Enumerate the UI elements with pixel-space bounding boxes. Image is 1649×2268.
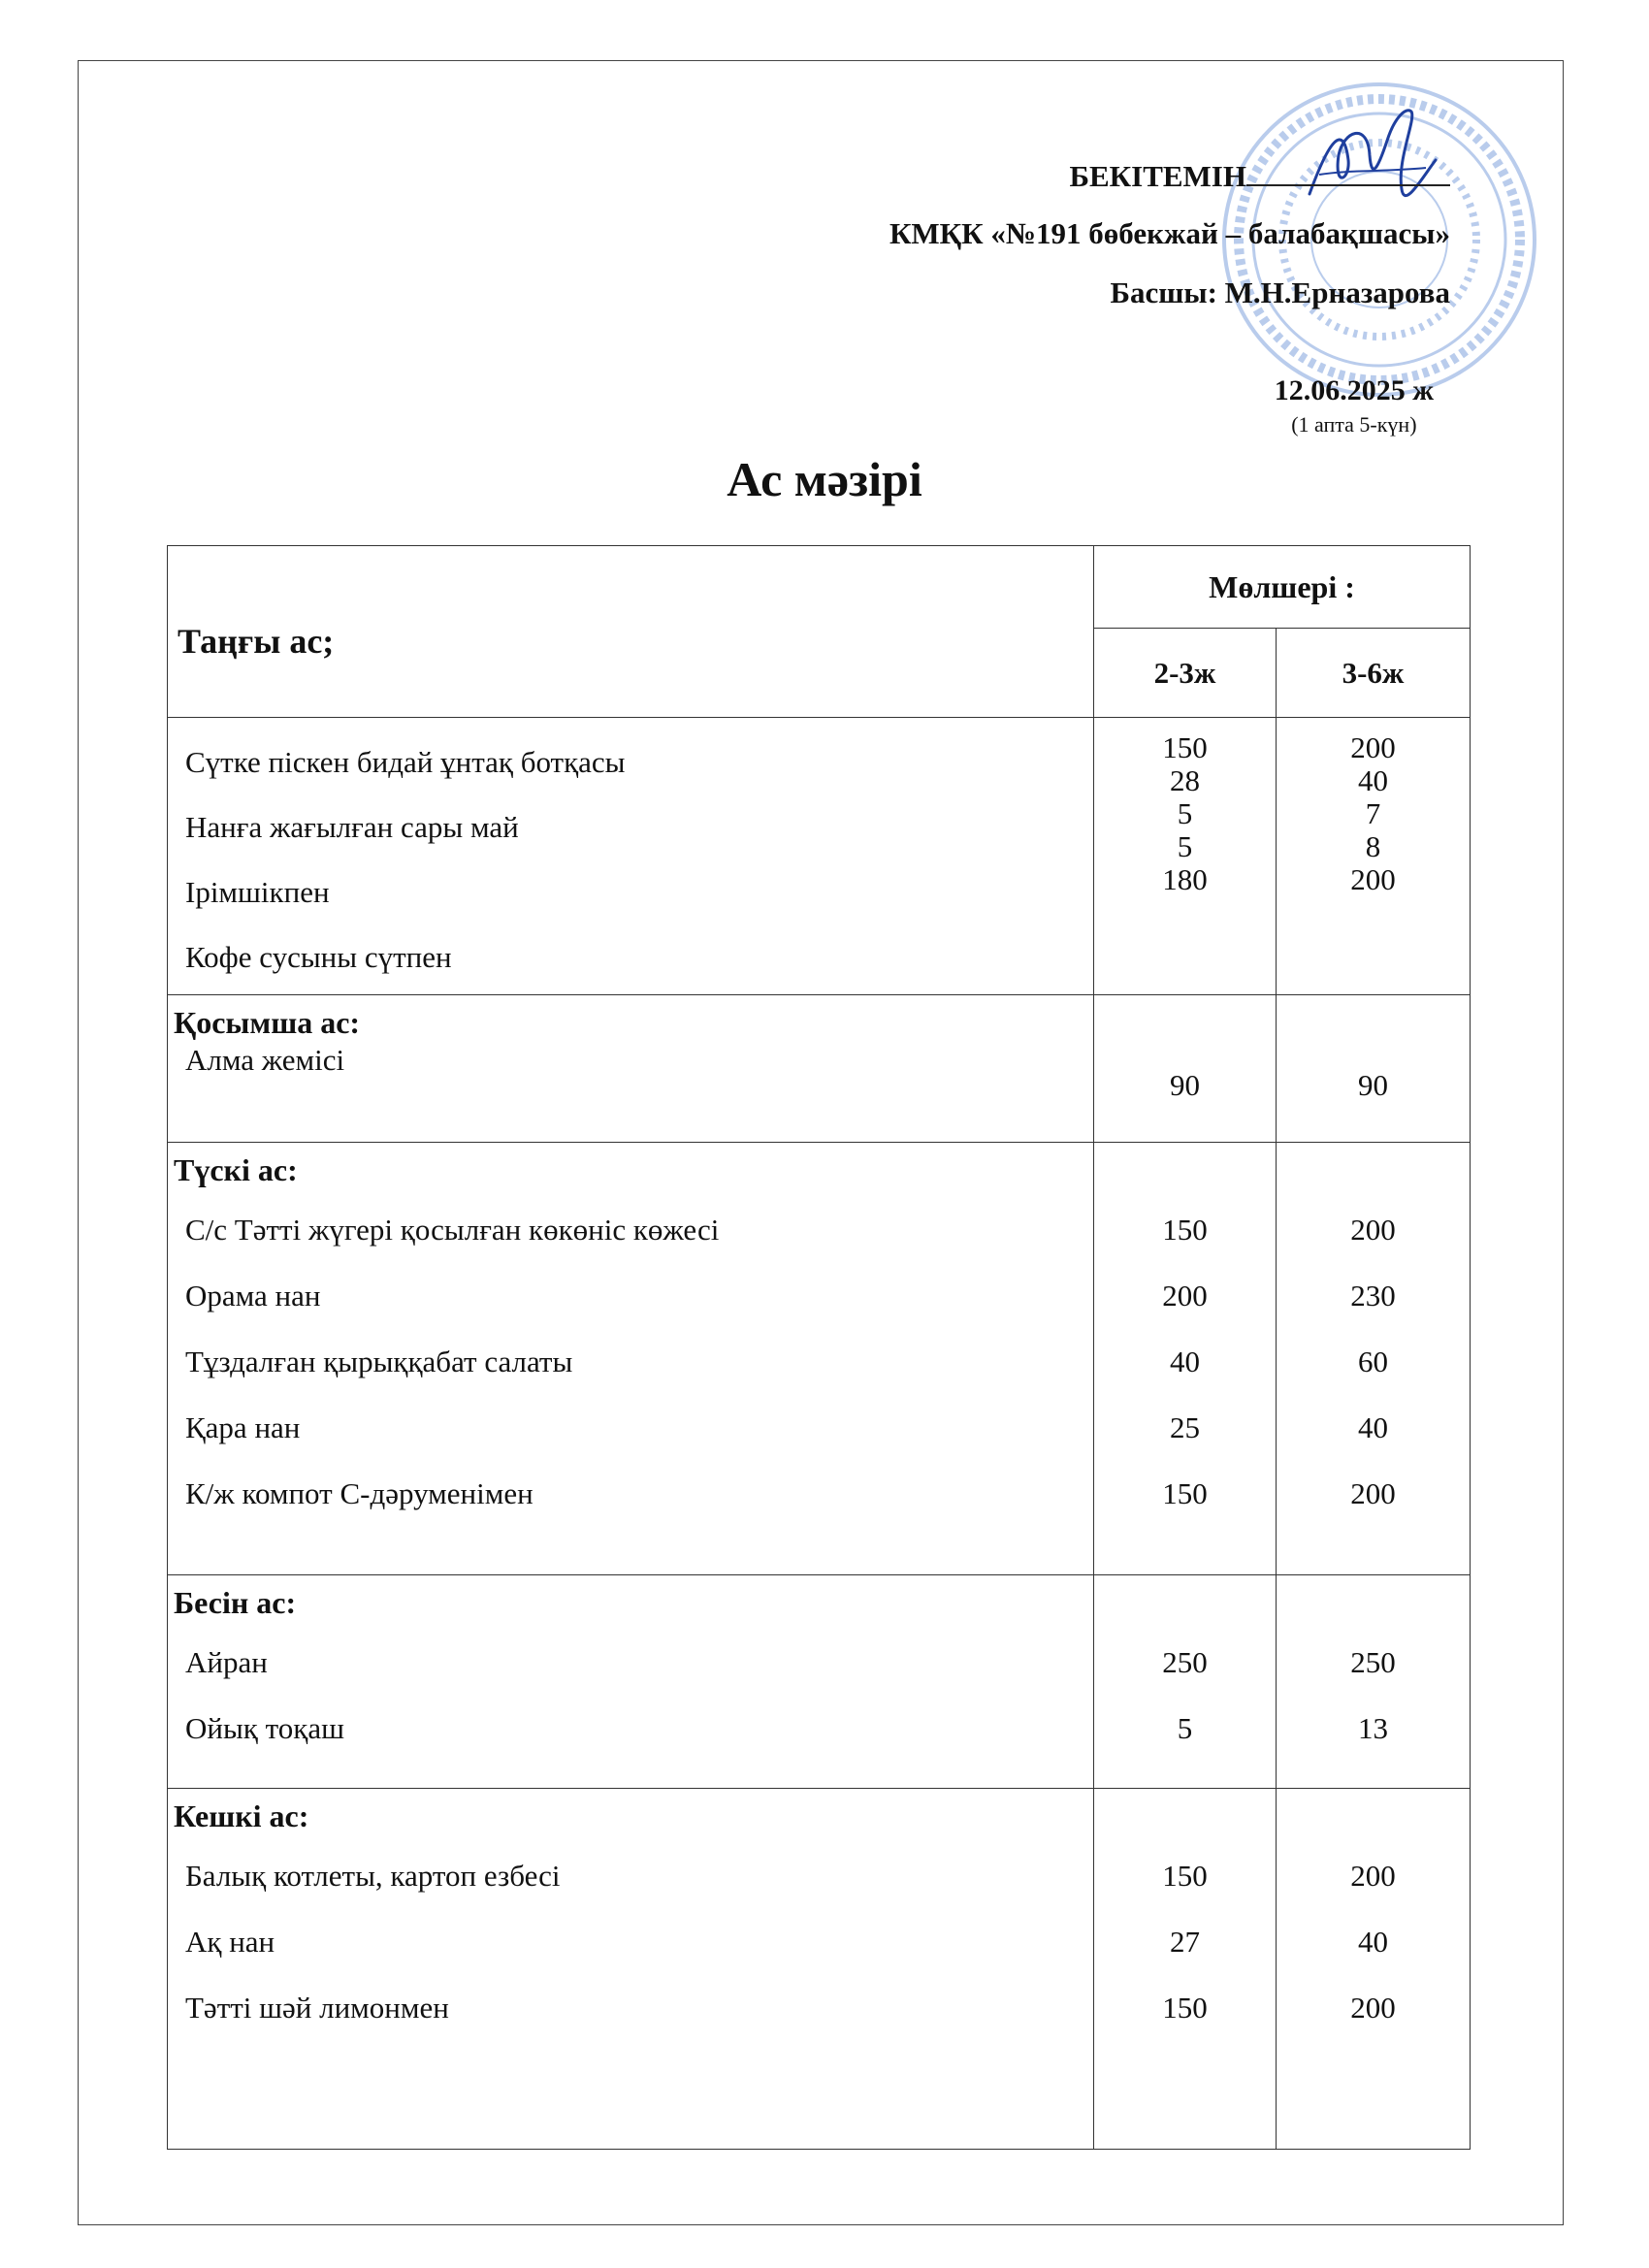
- list-item: Алма жемісі: [185, 1043, 345, 1077]
- dinner-items: [168, 1789, 1094, 2150]
- value-cell: 25: [1170, 1410, 1200, 1444]
- list-item: Орама нан: [185, 1279, 321, 1312]
- afternoon-values-3-6: [1277, 1575, 1471, 1789]
- dinner-section: [168, 1789, 1471, 2150]
- value-cell: 90: [1358, 1068, 1388, 1102]
- value-cell: 200: [1350, 1213, 1396, 1247]
- list-item: Кофе сусыны сүтпен: [185, 940, 452, 974]
- lunch-values-3-6: [1277, 1143, 1471, 1575]
- value-cell: 5: [1177, 1711, 1193, 1745]
- value-cell: 150: [1162, 1991, 1208, 2025]
- afternoon-section: [168, 1575, 1471, 1789]
- afternoon-values-2-3: [1094, 1575, 1277, 1789]
- breakfast-values-2-3: [1094, 718, 1277, 995]
- quantity-header: Мөлшері :: [1094, 546, 1471, 629]
- breakfast-values-3-6: [1277, 718, 1471, 995]
- value-cell: 150: [1162, 1476, 1208, 1510]
- value-cell: 250: [1350, 1645, 1396, 1679]
- breakfast-items: [168, 718, 1094, 995]
- value-cell: 40: [1358, 1410, 1388, 1444]
- approve-label: БЕКІТЕМІН: [1069, 159, 1246, 193]
- dinner-values-2-3: [1094, 1789, 1277, 2150]
- value-cell: 150: [1162, 1213, 1208, 1247]
- section-title: Түскі ас:: [174, 1152, 298, 1187]
- value-cell: 200: [1350, 1859, 1396, 1893]
- list-item: Ақ нан: [185, 1925, 275, 1959]
- snack-section: [168, 995, 1471, 1143]
- section-title: Бесін ас:: [174, 1585, 297, 1620]
- value-cell: 200: [1350, 1476, 1396, 1510]
- value-cell: 200: [1162, 1279, 1208, 1312]
- lunch-items: [168, 1143, 1094, 1575]
- dinner-values-3-6: [1277, 1789, 1471, 2150]
- organization-name: КМҚК «№191 бөбекжай – балабақшасы»: [889, 216, 1450, 251]
- value-cell: 230: [1350, 1279, 1396, 1312]
- list-item: Ірімшікпен: [185, 875, 330, 909]
- approval-line: [577, 155, 1450, 194]
- list-item: Сүтке піскен бидай ұнтақ ботқасы: [185, 745, 626, 779]
- menu-week-day: (1 апта 5-күн): [1291, 412, 1417, 437]
- value-cell: 250: [1162, 1645, 1208, 1679]
- value-cell: 7: [1365, 796, 1381, 830]
- value-cell: 40: [1358, 763, 1388, 797]
- breakfast-header-label: Таңғы ас;: [178, 622, 335, 661]
- value-cell: 5: [1177, 829, 1193, 863]
- age-column-header-2: 3-6ж: [1277, 629, 1471, 718]
- list-item: Тәтті шәй лимонмен: [185, 1991, 449, 2025]
- value-cell: 40: [1358, 1925, 1388, 1959]
- list-item: Ойық тоқаш: [185, 1711, 344, 1745]
- page-title: Ас мәзірі: [727, 452, 922, 506]
- value-cell: 40: [1170, 1345, 1200, 1378]
- list-item: Қара нан: [185, 1410, 301, 1444]
- list-item: С/с Тәтті жүгері қосылған көкөніс көжесі: [185, 1213, 720, 1247]
- lunch-section: [168, 1143, 1471, 1575]
- section-title: Қосымша ас:: [174, 1005, 361, 1040]
- afternoon-items: [168, 1575, 1094, 1789]
- value-cell: 27: [1170, 1925, 1200, 1959]
- snack-value-2-3: [1094, 995, 1277, 1143]
- snack-items: [168, 995, 1094, 1143]
- value-cell: 90: [1170, 1068, 1200, 1102]
- approval-block: [577, 155, 1450, 335]
- breakfast-section: [168, 718, 1471, 995]
- list-item: К/ж компот С-дәруменімен: [185, 1476, 534, 1510]
- value-cell: 180: [1162, 862, 1208, 896]
- menu-date: 12.06.2025 ж: [1274, 374, 1434, 406]
- value-cell: 200: [1350, 730, 1396, 764]
- value-cell: 150: [1162, 1859, 1208, 1893]
- value-cell: 200: [1350, 1991, 1396, 2025]
- menu-table: [167, 545, 1471, 2150]
- snack-value-3-6: [1277, 995, 1471, 1143]
- signature-line: [1246, 155, 1450, 186]
- list-item: Балық котлеты, картоп езбесі: [185, 1859, 561, 1893]
- list-item: Айран: [185, 1645, 268, 1679]
- breakfast-header: [168, 546, 1094, 718]
- value-cell: 150: [1162, 730, 1208, 764]
- lunch-values-2-3: [1094, 1143, 1277, 1575]
- value-cell: 13: [1358, 1711, 1388, 1745]
- list-item: Тұздалған қырыққабат салаты: [185, 1345, 573, 1378]
- date-block: [1275, 373, 1434, 437]
- value-cell: 5: [1177, 796, 1193, 830]
- value-cell: 28: [1170, 763, 1200, 797]
- age-column-header-1: 2-3ж: [1094, 629, 1277, 718]
- value-cell: 8: [1365, 829, 1381, 863]
- section-title: Кешкі ас:: [174, 1798, 309, 1833]
- value-cell: 200: [1350, 862, 1396, 896]
- value-cell: 60: [1358, 1345, 1388, 1378]
- list-item: Нанға жағылған сары май: [185, 810, 519, 844]
- head-name: Басшы: М.Н.Ерназарова: [1110, 275, 1450, 310]
